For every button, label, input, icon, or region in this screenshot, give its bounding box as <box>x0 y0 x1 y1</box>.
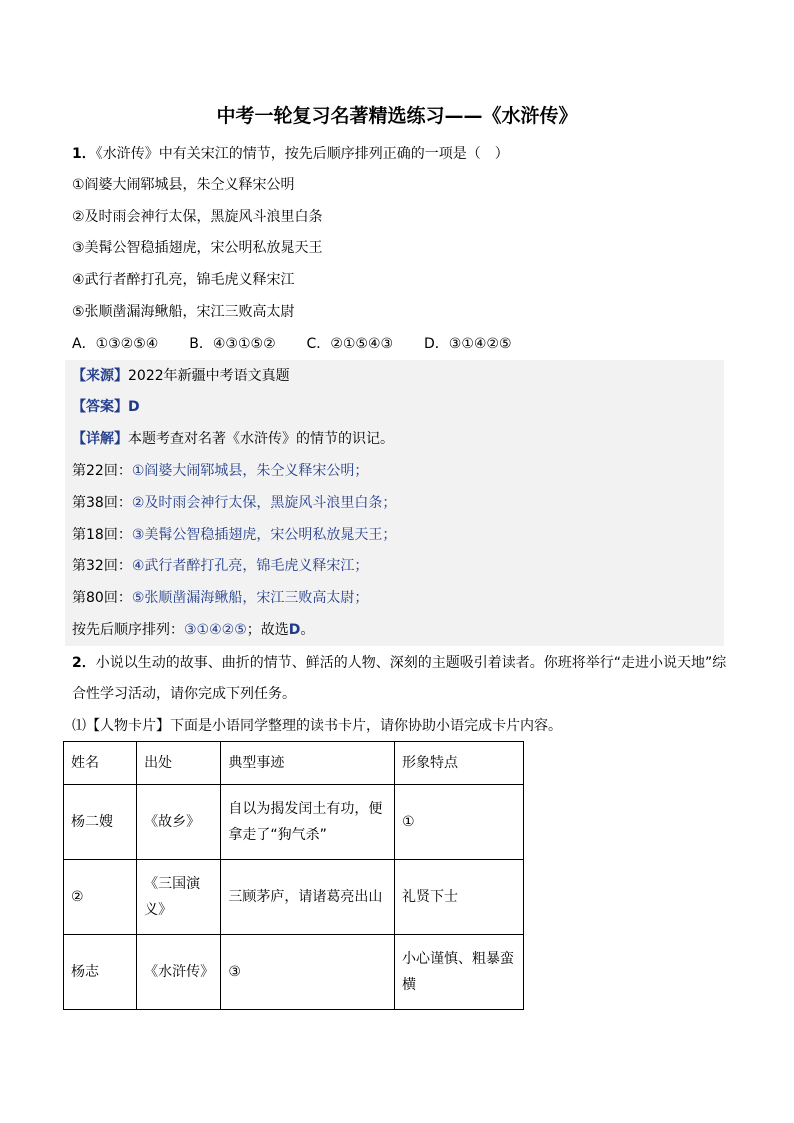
table-cell: 杨二嫂 <box>64 785 137 860</box>
question-1-options <box>72 334 512 354</box>
conclusion-line: 按先后顺序排列：③①④②⑤；故选D。 <box>72 622 315 638</box>
chapter-line: 第38回：②及时雨会神行太保，黑旋风斗浪里白条； <box>72 495 397 511</box>
header-cell: 典型事迹 <box>221 742 395 785</box>
table-row <box>64 860 524 935</box>
option-d: D．③①④②⑤ <box>423 336 512 352</box>
chapter-line: 第18回：③美髯公智稳插翅虎，宋公明私放晁天王； <box>72 527 397 543</box>
chapter-line: 第80回：⑤张顺凿漏海鳅船，宋江三败高太尉； <box>72 590 369 606</box>
answer-value: D <box>128 399 140 415</box>
question-1-item: ③美髯公智稳插翅虎，宋公明私放晁天王 <box>72 240 323 256</box>
table-header-row <box>64 742 524 785</box>
question-2-sub1: ⑴【人物卡片】下面是小语同学整理的读书卡片，请你协助小语完成卡片内容。 <box>72 718 562 734</box>
answer-line: 【答案】D <box>72 399 140 415</box>
question-2-number: 2． <box>72 655 96 671</box>
question-1-item: ①阎婆大闹郓城县，朱仝义释宋公明 <box>72 177 295 193</box>
table-cell: ② <box>64 860 137 935</box>
header-cell: 出处 <box>137 742 221 785</box>
table-row <box>64 785 524 860</box>
detail-text: 本题考查对名著《水浒传》的情节的识记。 <box>128 431 394 447</box>
table-row <box>64 935 524 1010</box>
question-1-item: ⑤张顺凿漏海鳅船，宋江三败高太尉 <box>72 304 295 320</box>
question-1-text: 《水浒传》中有关宋江的情节，按先后顺序排列正确的一项是（ ） <box>95 146 509 162</box>
table-cell: 礼贤下士 <box>395 860 524 935</box>
table-cell: 《三国演义》 <box>137 860 221 935</box>
table-cell: 三顾茅庐，请诸葛亮出山 <box>221 860 395 935</box>
table-cell: 杨志 <box>64 935 137 1010</box>
document-title: 中考一轮复习名著精选练习——《水浒传》 <box>216 105 578 127</box>
table-cell: 自以为揭发闰土有功，便拿走了“狗气杀” <box>221 785 395 860</box>
option-c: C．②①⑤④③ <box>306 336 394 352</box>
option-a: A．①③②⑤④ <box>72 336 159 352</box>
table-cell: 《故乡》 <box>137 785 221 860</box>
question-1-item: ④武行者醉打孔亮，锦毛虎义释宋江 <box>72 272 295 288</box>
question-1-stem <box>72 144 509 164</box>
source-text: 2022年新疆中考语文真题 <box>128 368 290 384</box>
table-cell: ① <box>395 785 524 860</box>
detail-line: 【详解】本题考查对名著《水浒传》的情节的识记。 <box>72 431 394 447</box>
chapter-line: 第22回：①阎婆大闹郓城县，朱仝义释宋公明； <box>72 463 369 479</box>
table-cell: 《水浒传》 <box>137 935 221 1010</box>
option-b: B．④③①⑤② <box>189 336 276 352</box>
source-line: 【来源】2022年新疆中考语文真题 <box>72 368 290 384</box>
table-cell: 小心谨慎、粗暴蛮横 <box>395 935 524 1010</box>
chapter-line: 第32回：④武行者醉打孔亮，锦毛虎义释宋江； <box>72 558 369 574</box>
question-1-number: 1． <box>72 146 96 162</box>
header-cell: 姓名 <box>64 742 137 785</box>
question-2-stem: 2．小说以生动的故事、曲折的情节、鲜活的人物、深刻的主题吸引着读者。你班将举行“走进小说天地”综 <box>72 655 727 671</box>
header-cell: 形象特点 <box>395 742 524 785</box>
character-card-table <box>63 741 524 1010</box>
question-1-item: ②及时雨会神行太保，黑旋风斗浪里白条 <box>72 209 323 225</box>
question-2-stem-cont: 合性学习活动，请你完成下列任务。 <box>72 686 296 702</box>
table-cell: ③ <box>221 935 395 1010</box>
